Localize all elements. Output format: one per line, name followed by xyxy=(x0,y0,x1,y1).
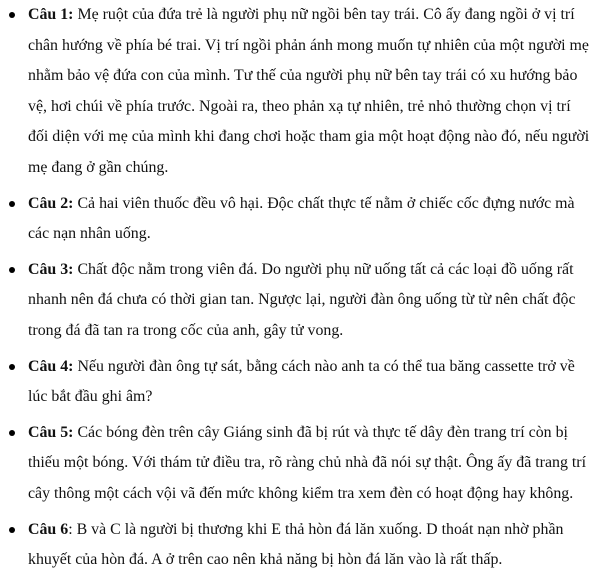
answer-item-2 xyxy=(0,189,600,250)
answer-label: Câu 1: xyxy=(28,6,74,23)
answer-item-3 xyxy=(0,255,600,347)
answer-label: Câu 6 xyxy=(28,520,69,538)
answer-text: Chất độc nằm trong viên đá. Do người phụ nữ uống tất cả các loại đồ uống rất nhanh nên đá chưa có thời gian tan. Ngược lại, người đàn ông uống từ từ nên chất độc trong đá đã tan ra trong cốc của anh, gây tử vong. xyxy=(28,260,576,339)
bullet-icon xyxy=(9,201,15,207)
answer-label: Câu 3: xyxy=(28,260,74,278)
answer-text: Các bóng đèn trên cây Giáng sinh đã bị rút và thực tế dây đèn trang trí còn bị thiếu một bóng. Với thám tử điều tra, rõ ràng chủ nhà đã nói sự thật. Ông ấy đã trang trí cây thông một cách vội vã đến mức không kiểm tra xem đèn có hoạt động hay không. xyxy=(28,423,586,502)
answer-text: Nếu người đàn ông tự sát, bằng cách nào anh ta có thể tua băng cassette trở về lúc bắt đầu ghi âm? xyxy=(28,357,575,406)
answer-item-5 xyxy=(0,418,600,510)
bullet-icon xyxy=(9,12,15,18)
answer-label: Câu 4: xyxy=(28,357,74,375)
bullet-icon xyxy=(9,430,15,436)
bullet-icon xyxy=(9,267,15,273)
answer-label: Câu 5: xyxy=(28,423,74,441)
answer-item-4 xyxy=(0,352,600,413)
bullet-icon xyxy=(9,364,15,370)
answer-label: Câu 2: xyxy=(28,194,74,212)
bullet-icon xyxy=(9,527,15,533)
answer-item-6 xyxy=(0,515,600,576)
answer-text: : B và C là người bị thương khi E thả hòn đá lăn xuống. D thoát nạn nhờ phần khuyết của hòn đá. A ở trên cao nên khả năng bị hòn đá lăn vào là rất thấp. xyxy=(28,520,564,569)
answer-text: Cả hai viên thuốc đều vô hại. Độc chất thực tế nằm ở chiếc cốc đựng nước mà các nạn nhân uống. xyxy=(28,194,575,243)
answer-text: Mẹ ruột của đứa trẻ là người phụ nữ ngồi bên tay trái. Cô ấy đang ngồi ở vị trí chân hướng về phía bé trai. Vị trí ngồi phản ánh mong muốn tự nhiên của một người mẹ nhằm bảo vệ đứa con của mình. Tư thế của người phụ nữ bên tay trái có xu hướng bảo vệ, hơi chúi về phía trước. Ngoài ra, theo phản xạ tự nhiên, trẻ nhỏ thường chọn vị trí đối diện với mẹ của mình khi đang chơi hoặc tham gia một hoạt động nào đó, nếu người mẹ đang ở gần chúng. xyxy=(28,6,590,176)
answer-item-1 xyxy=(0,0,600,184)
